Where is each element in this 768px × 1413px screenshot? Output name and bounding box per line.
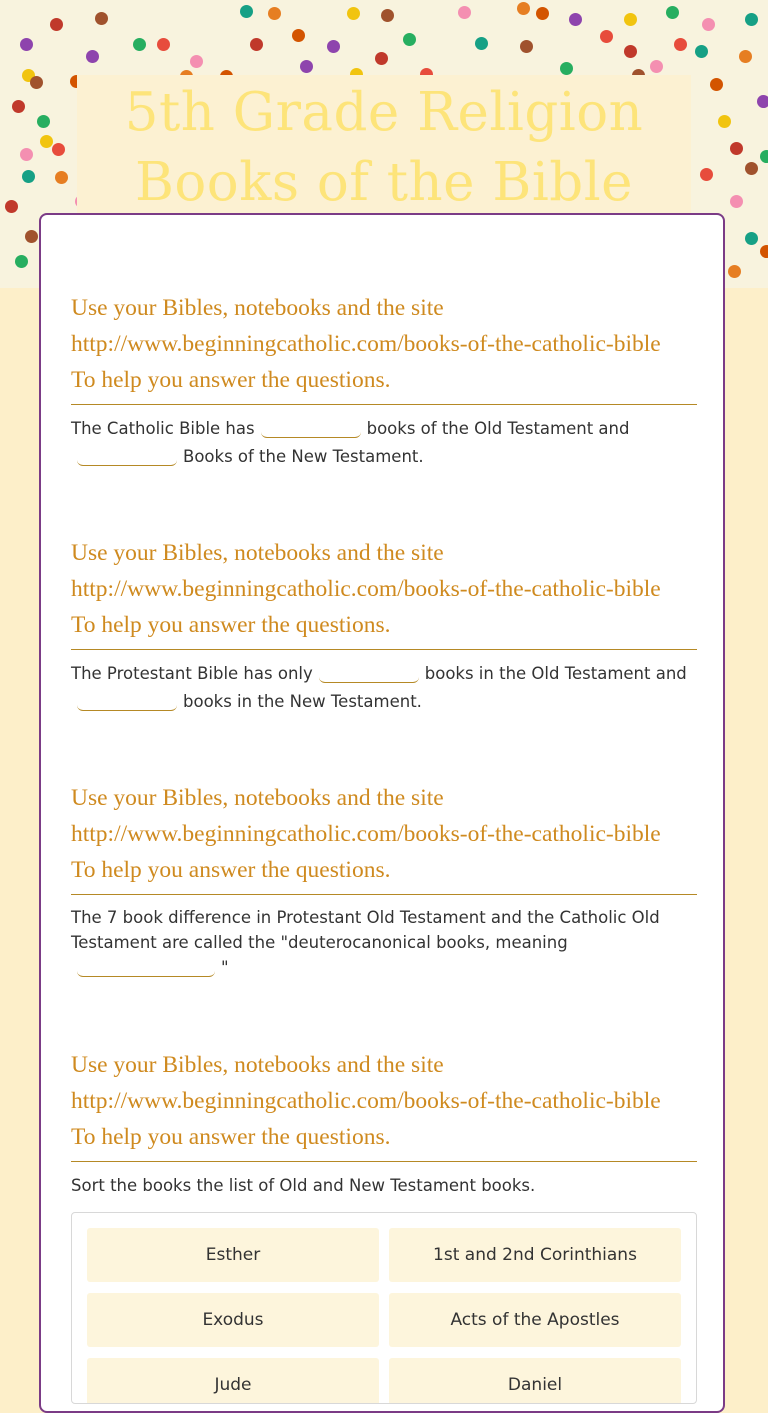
confetti-dot: [702, 18, 715, 31]
confetti-dot: [600, 30, 613, 43]
confetti-dot: [375, 52, 388, 65]
instruction-line: Use your Bibles, notebooks and the site: [71, 540, 444, 566]
confetti-dot: [15, 255, 28, 268]
confetti-dot: [745, 13, 758, 26]
instruction-line: To help you answer the questions.: [71, 1124, 391, 1150]
confetti-dot: [268, 7, 281, 20]
question-text: [71, 1172, 697, 1200]
sort-tile[interactable]: Esther: [87, 1228, 379, 1282]
confetti-dot: [650, 60, 663, 73]
confetti-dot: [730, 195, 743, 208]
sort-tile[interactable]: Acts of the Apostles: [389, 1293, 681, 1347]
confetti-dot: [95, 12, 108, 25]
confetti-dot: [730, 142, 743, 155]
question-part: The Protestant Bible has only: [71, 664, 313, 683]
instruction-line: To help you answer the questions.: [71, 612, 391, 638]
confetti-dot: [133, 38, 146, 51]
confetti-dot: [745, 232, 758, 245]
title-line-2: Books of the Bible: [134, 152, 634, 213]
question-text: [71, 415, 697, 471]
confetti-dot: [710, 78, 723, 91]
confetti-dot: [327, 40, 340, 53]
question-text: [71, 660, 697, 716]
question-part: The 7 book difference in Protestant Old Testament and the Catholic Old Testament are called the "deuterocanonical books, meaning: [71, 908, 660, 952]
answer-blank[interactable]: [319, 662, 419, 683]
question-text: [71, 905, 697, 980]
confetti-dot: [624, 13, 637, 26]
answer-blank[interactable]: [77, 690, 177, 711]
question-part: Books of the New Testament.: [183, 447, 424, 466]
confetti-dot: [757, 95, 768, 108]
confetti-dot: [666, 6, 679, 19]
question-part: ": [221, 958, 229, 977]
instruction-line: Use your Bibles, notebooks and the site: [71, 295, 444, 321]
instruction-line: Use your Bibles, notebooks and the site: [71, 785, 444, 811]
question-part: books of the Old Testament and: [366, 419, 630, 438]
confetti-dot: [55, 171, 68, 184]
confetti-dot: [718, 115, 731, 128]
confetti-dot: [347, 7, 360, 20]
confetti-dot: [520, 40, 533, 53]
confetti-dot: [695, 45, 708, 58]
instruction-line: To help you answer the questions.: [71, 367, 391, 393]
question-section-2: [71, 535, 697, 716]
confetti-dot: [760, 245, 768, 258]
confetti-dot: [728, 265, 741, 278]
sort-tile[interactable]: Jude: [87, 1358, 379, 1404]
confetti-dot: [20, 148, 33, 161]
confetti-dot: [739, 50, 752, 63]
answer-blank[interactable]: [77, 956, 215, 977]
confetti-dot: [190, 55, 203, 68]
instruction-url: http://www.beginningcatholic.com/books-of-the-catholic-bible: [71, 576, 661, 602]
question-part: The Catholic Bible has: [71, 419, 255, 438]
confetti-dot: [403, 33, 416, 46]
question-section-3: [71, 780, 697, 980]
confetti-dot: [250, 38, 263, 51]
page-title: [77, 78, 691, 218]
confetti-dot: [745, 162, 758, 175]
instructions: [71, 1047, 697, 1162]
instructions: [71, 780, 697, 895]
instructions: [71, 535, 697, 650]
confetti-dot: [86, 50, 99, 63]
confetti-dot: [381, 9, 394, 22]
answer-blank[interactable]: [77, 445, 177, 466]
confetti-dot: [674, 38, 687, 51]
confetti-dot: [300, 60, 313, 73]
confetti-dot: [560, 62, 573, 75]
confetti-dot: [240, 5, 253, 18]
title-line-1: 5th Grade Religion: [124, 82, 644, 143]
confetti-dot: [50, 18, 63, 31]
sort-tile[interactable]: 1st and 2nd Corinthians: [389, 1228, 681, 1282]
confetti-dot: [40, 135, 53, 148]
instruction-url: http://www.beginningcatholic.com/books-of-the-catholic-bible: [71, 821, 661, 847]
confetti-dot: [624, 45, 637, 58]
confetti-dot: [569, 13, 582, 26]
question-part: Sort the books the list of Old and New Testament books.: [71, 1176, 536, 1195]
confetti-dot: [22, 170, 35, 183]
instruction-url: http://www.beginningcatholic.com/books-of-the-catholic-bible: [71, 1088, 661, 1114]
instruction-url: http://www.beginningcatholic.com/books-of-the-catholic-bible: [71, 331, 661, 357]
confetti-dot: [292, 29, 305, 42]
confetti-dot: [12, 100, 25, 113]
confetti-dot: [536, 7, 549, 20]
sort-tile[interactable]: Exodus: [87, 1293, 379, 1347]
question-section-1: [71, 290, 697, 471]
confetti-dot: [760, 150, 768, 163]
question-section-4: [71, 1047, 697, 1404]
instructions: [71, 290, 697, 405]
sort-tile[interactable]: Daniel: [389, 1358, 681, 1404]
confetti-dot: [700, 168, 713, 181]
confetti-dot: [517, 2, 530, 15]
confetti-dot: [157, 38, 170, 51]
answer-blank[interactable]: [261, 417, 361, 438]
instruction-line: To help you answer the questions.: [71, 857, 391, 883]
confetti-dot: [475, 37, 488, 50]
confetti-dot: [25, 230, 38, 243]
question-part: books in the Old Testament and: [424, 664, 687, 683]
confetti-dot: [52, 143, 65, 156]
confetti-dot: [458, 6, 471, 19]
instruction-line: Use your Bibles, notebooks and the site: [71, 1052, 444, 1078]
confetti-dot: [5, 200, 18, 213]
confetti-dot: [30, 76, 43, 89]
sort-tile-area: [71, 1212, 697, 1404]
confetti-dot: [20, 38, 33, 51]
confetti-dot: [37, 115, 50, 128]
question-part: books in the New Testament.: [183, 692, 422, 711]
